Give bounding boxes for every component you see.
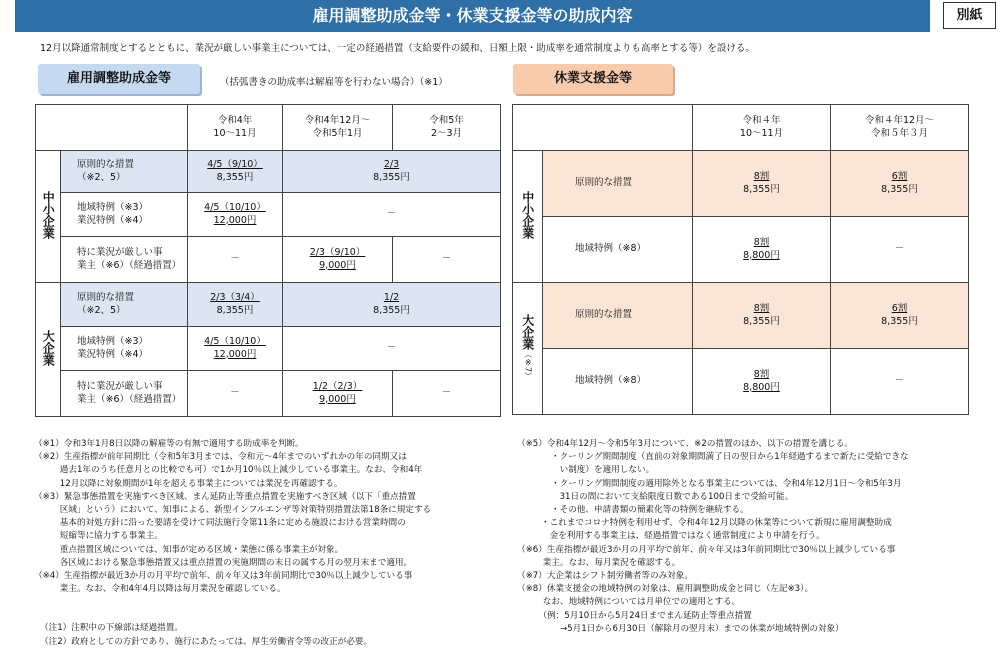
table-cell: 2/3 8,355円 xyxy=(283,151,501,193)
col-header-1: 令和4年 10～11月 xyxy=(188,105,283,151)
table-cell: 2/3（9/10） 9,000円 xyxy=(283,237,393,283)
table-row xyxy=(36,283,501,327)
table-cell: － xyxy=(188,237,283,283)
corner-cell xyxy=(36,105,188,151)
table-cell: 4/5（9/10） 8,355円 xyxy=(188,151,283,193)
table-cell: 4/5（10/10） 12,000円 xyxy=(188,193,283,237)
table-cell: 8割 8,800円 xyxy=(693,217,831,283)
row-label: 地域特例（※8） xyxy=(543,217,693,283)
table-cell: 6割 8,355円 xyxy=(831,283,969,349)
table-row xyxy=(36,237,501,283)
note-line: 業主。なお、毎月業況を確認する。 xyxy=(517,557,681,568)
page-title: 雇用調整助成金等・休業支援金等の助成内容 xyxy=(15,0,930,32)
table-cell: － xyxy=(393,237,501,283)
col-header-1: 令和４年 10～11月 xyxy=(693,105,831,151)
table-cell: 2/3（3/4） 8,355円 xyxy=(188,283,283,327)
note-line: （※5）令和4年12月～令和5年3月について、※2の措置のほか、以下の措置を講じる。 xyxy=(517,439,853,449)
table-row xyxy=(36,151,501,193)
row-label: 原則的な措置 （※2、5） xyxy=(61,283,188,327)
table-cell: 4/5（10/10） 12,000円 xyxy=(188,327,283,371)
note-line: 過去1年のうち任意月との比較でも可）で1か月10％以上減少している事業主。なお、令和4年 xyxy=(34,465,423,476)
table-cell: 1/2 8,355円 xyxy=(283,283,501,327)
note-line: （注1）注釈中の下線部は経過措置。 xyxy=(40,623,183,633)
note-line: ・クーリング期間制度の適用除外となる事業主については、令和4年12月1日～令和5年3月 xyxy=(551,478,902,489)
row-label: 特に業況が厳しい事 業主（※6）（経過措置） xyxy=(61,237,188,283)
table-row xyxy=(36,327,501,371)
note-line: 区域」という）において、知事による、新型インフルエンザ等対策特別措置法第18条に規定する xyxy=(34,505,432,516)
table-cell: － xyxy=(283,327,501,371)
table-row xyxy=(513,349,969,415)
table-cell: － xyxy=(188,371,283,417)
note-line: （※7）大企業はシフト制労働者等のみ対象。 xyxy=(517,571,693,582)
table-cell: 6割 8,355円 xyxy=(831,151,969,217)
table-row xyxy=(36,193,501,237)
corner-cell xyxy=(513,105,693,151)
note-line: ・クーリング期間制度（直前の対象期間満了日の翌日から1年経過するまで新たに受給できな xyxy=(551,452,909,463)
note-line: （注2）政府としての方針であり、施行にあたっては、厚生労働省令等の改正が必要。 xyxy=(40,637,373,647)
note-line: なお、地域特例については月単位での適用とする。 xyxy=(517,597,741,608)
table-row xyxy=(36,371,501,417)
table-cell: － xyxy=(831,349,969,415)
note-line: （※3）緊急事態措置を実施すべき区域、まん延防止等重点措置を実施すべき区域（以下「重点措置 xyxy=(34,491,416,502)
intro-text: 12月以降通常制度とするとともに、業況が厳しい事業主については、一定の経過措置（支給要件の緩和、日額上限・助成率を通常制度よりも高率とする等）を設ける。 xyxy=(40,43,755,54)
note-line: （※2）生産指標が前年同期比（令和5年3月までは、令和元～4年までのいずれかの年の同期又は xyxy=(34,452,407,463)
table-cell: 8割 8,355円 xyxy=(693,151,831,217)
row-label: 原則的な措置 xyxy=(543,151,693,217)
notes-bottom xyxy=(40,621,372,649)
note-line: →5月1日から6月30日（解除月の翌月末）までの休業が地域特例の対象） xyxy=(517,623,844,634)
note-line: （例：5月10日から5月24日までまん延防止等重点措置 xyxy=(517,610,752,621)
note-line: （※4）生産指標が最近3か月の月平均で前年、前々年又は3年前同期比で30％以上減少している事 xyxy=(34,571,413,582)
note-line: （※8）休業支援金の地域特例の対象は、雇用調整助成金と同じ（左記※3）。 xyxy=(517,584,814,595)
category-large: 大企業 xyxy=(36,283,61,417)
notes-right xyxy=(517,438,987,636)
col-header-2: 令和4年12月～ 令和5年1月 xyxy=(283,105,393,151)
note-line: （※6）生産指標が最近3か月の月平均で前年、前々年又は3年前同期比で30％以上減少している事 xyxy=(517,544,896,555)
row-label: 地域特例（※8） xyxy=(543,349,693,415)
row-label: 原則的な措置 xyxy=(543,283,693,349)
table-row xyxy=(513,217,969,283)
note-line: ・これまでコロナ特例を利用せず、令和4年12月以降の休業等について新規に雇用調整助成 xyxy=(541,518,892,529)
employment-adjustment-table xyxy=(35,104,501,417)
section-title-leave-support: 休業支援金等 xyxy=(513,64,673,94)
table-cell: － xyxy=(283,193,501,237)
note-line: い制度）を適用しない。 xyxy=(551,465,655,476)
note-line: 業主。なお、令和4年4月以降は毎月業況を確認している。 xyxy=(34,584,286,595)
leave-support-table xyxy=(512,104,969,415)
col-header-2: 令和４年12月～ 令和５年３月 xyxy=(831,105,969,151)
table-cell: 1/2（2/3） 9,000円 xyxy=(283,371,393,417)
row-label: 地域特例（※3） 業況特例（※4） xyxy=(61,193,188,237)
notes-left xyxy=(34,438,504,596)
table-cell: 8割 8,355円 xyxy=(693,283,831,349)
row-label: 地域特例（※3） 業況特例（※4） xyxy=(61,327,188,371)
note-line: （※1）令和3年1月8日以降の解雇等の有無で適用する助成率を判断。 xyxy=(34,439,304,449)
row-label: 特に業況が厳しい事 業主（※6）（経過措置） xyxy=(61,371,188,417)
note-line: 金を利用する事業主は、経過措置ではなく通常制度により申請を行う。 xyxy=(541,531,825,542)
table-cell: 8割 8,800円 xyxy=(693,349,831,415)
table-row xyxy=(513,283,969,349)
col-header-3: 令和5年 2～3月 xyxy=(393,105,501,151)
section-note: （括弧書きの助成率は解雇等を行わない場合）（※1） xyxy=(220,77,448,88)
note-line: 短縮等に協力する事業主。 xyxy=(34,531,163,542)
row-label: 原則的な措置 （※2、5） xyxy=(61,151,188,193)
note-line: 各区域における緊急事態措置又は重点措置の実施期間の末日の属する月の翌月末まで適用。 xyxy=(34,557,413,568)
table-cell: － xyxy=(393,371,501,417)
note-line: 12月以降に対象期間が1年を超える事業主については業況を再確認する。 xyxy=(34,478,343,489)
category-large: 大企業（※7） xyxy=(513,283,543,415)
table-row xyxy=(513,151,969,217)
section-title-employment-adjustment: 雇用調整助成金等 xyxy=(38,64,200,94)
table-cell: － xyxy=(831,217,969,283)
note-line: 基本的対処方針に沿った要請を受けて同法施行令第11条に定める施設における営業時間の xyxy=(34,518,406,529)
note-line: ・その他、申請書類の簡素化等の特例を継続する。 xyxy=(551,505,749,516)
attachment-badge: 別紙 xyxy=(943,2,996,29)
note-line: 31日の間において支給限度日数である100日まで受給可能。 xyxy=(551,491,794,502)
category-sme: 中小企業 xyxy=(36,151,61,283)
note-line: 重点措置区域については、知事が定める区域・業態に係る事業主が対象。 xyxy=(34,544,344,555)
category-sme: 中小企業 xyxy=(513,151,543,283)
